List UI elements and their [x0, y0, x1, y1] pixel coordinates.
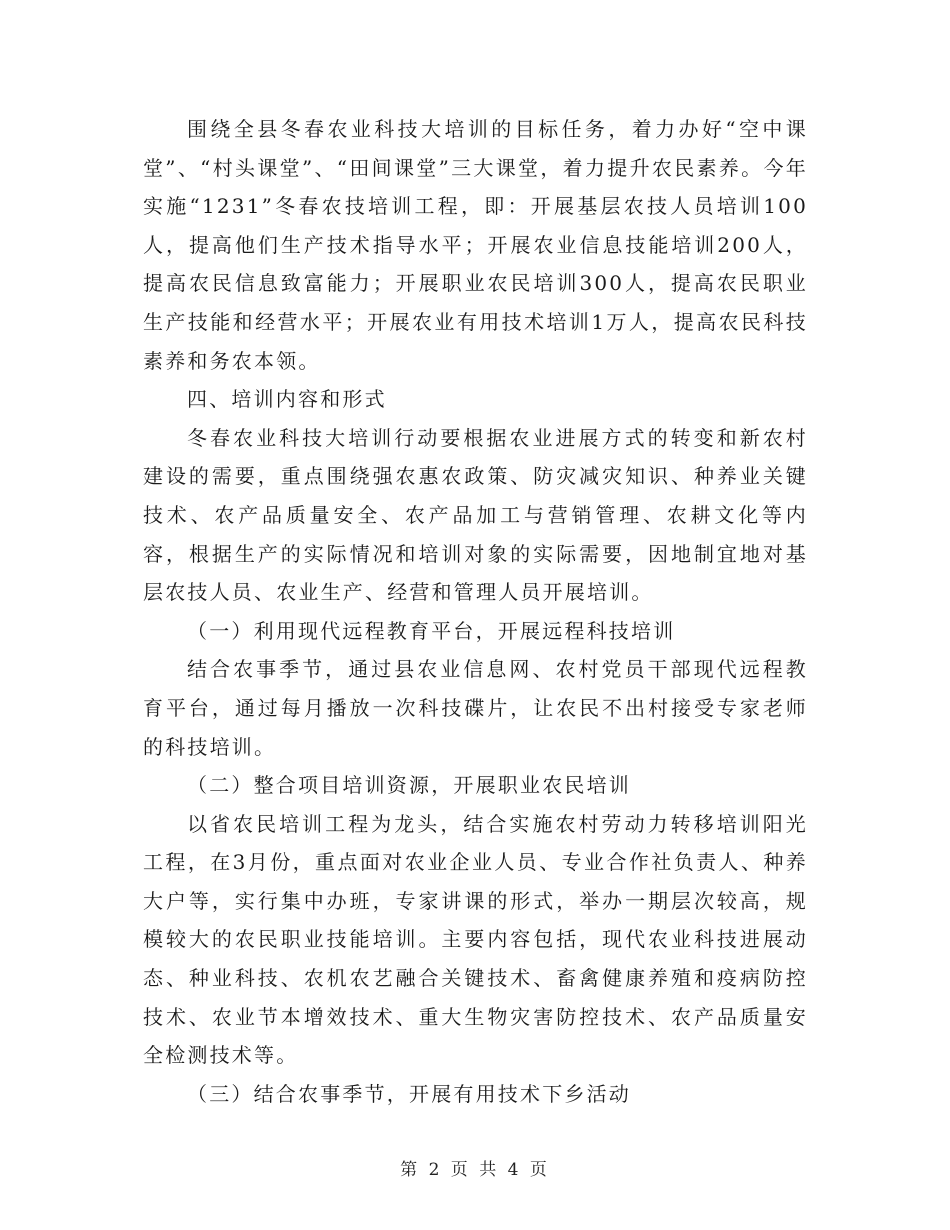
document-body	[143, 110, 808, 1113]
subheading-remote-education: （一）利用现代远程教育平台，开展远程科技培训	[187, 618, 676, 643]
paragraph-training-goals: 围绕全县冬春农业科技大培训的目标任务，着力办好“空中课堂”、“村头课堂”、“田间课堂”三大课堂，着力提升农民素养。今年实施“1231”冬春农技培训工程，即：开展基层农技人员培训100人，提高他们生产技术指导水平；开展农业信息技能培训200人，提高农民信息致富能力；开展职业农民培训300人，提高农民职业生产技能和经营水平；开展农业有用技术培训1万人，提高农民科技素养和务农本领。	[143, 117, 808, 373]
subheading-rural-activities: （三）结合农事季节，开展有用技术下乡活动	[187, 1081, 631, 1106]
paragraph-remote-education: 结合农事季节，通过县农业信息网、农村党员干部现代远程教育平台，通过每月播放一次科技碟片，让农民不出村接受专家老师的科技培训。	[143, 657, 808, 759]
paragraph-professional-farmer: 以省农民培训工程为龙头，结合实施农村劳动力转移培训阳光工程，在3月份，重点面对农业企业人员、专业合作社负责人、种养大户等，实行集中办班，专家讲课的形式，举办一期层次较高，规模较大的农民职业技能培训。主要内容包括，现代农业科技进展动态、种业科技、农机农艺融合关键技术、畜禽健康养殖和疫病防控技术、农业节本增效技术、重大生物灾害防控技术、农产品质量安全检测技术等。	[143, 811, 808, 1068]
paragraph-training-content: 冬春农业科技大培训行动要根据农业进展方式的转变和新农村建设的需要，重点围绕强农惠农政策、防灾减灾知识、种养业关键技术、农产品质量安全、农产品加工与营销管理、农耕文化等内容，根据生产的实际情况和培训对象的实际需要，因地制宜地对基层农技人员、农业生产、经营和管理人员开展培训。	[143, 425, 808, 605]
section-heading-content-and-form: 四、培训内容和形式	[187, 387, 387, 412]
page-number-footer: 第 2 页 共 4 页	[400, 1160, 550, 1180]
subheading-professional-farmer: （二）整合项目培训资源，开展职业农民培训	[187, 773, 631, 798]
